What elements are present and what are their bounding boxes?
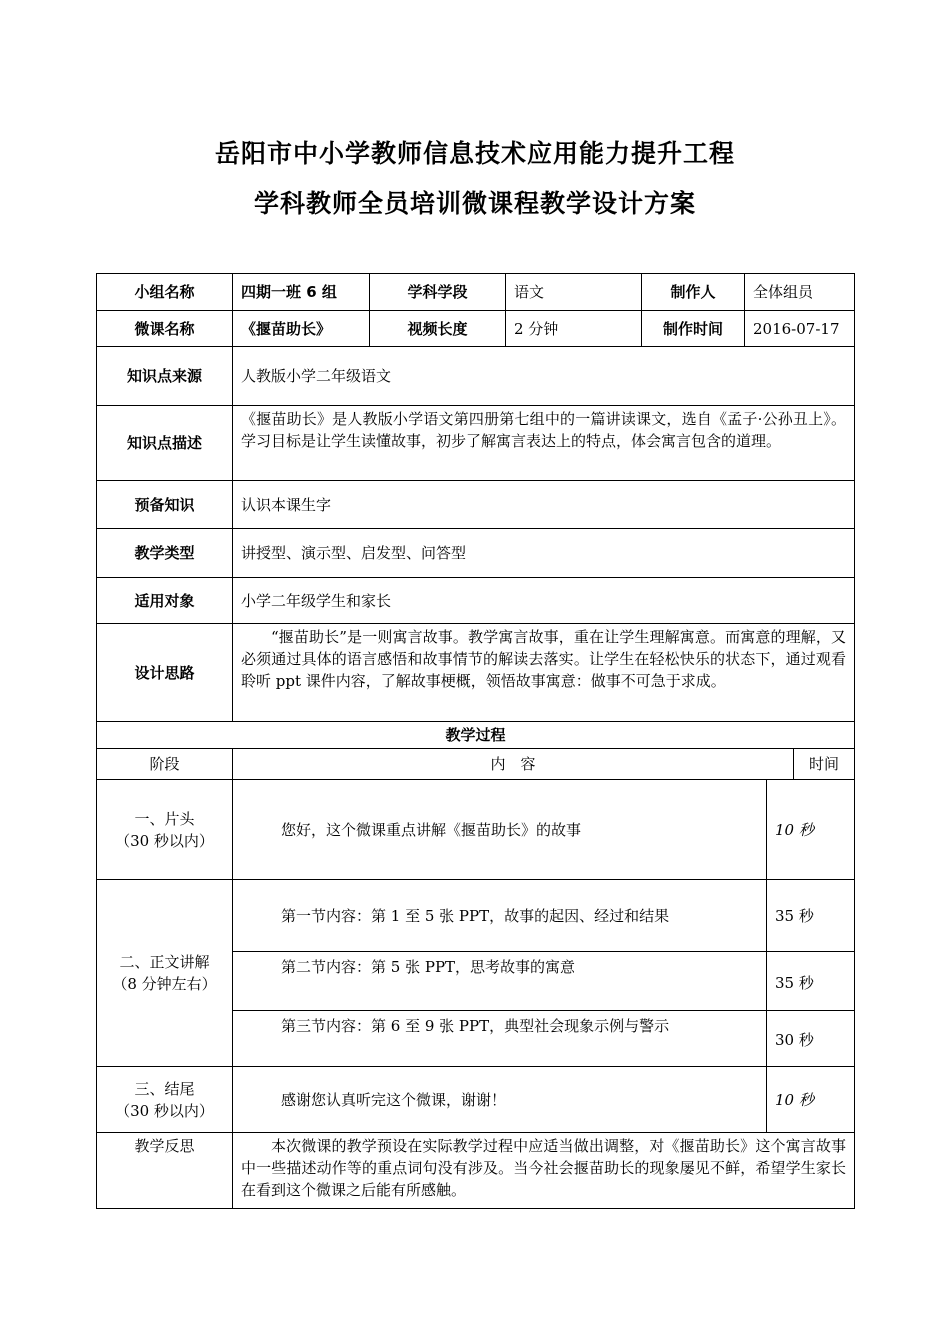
target-audience-label: 适用对象 [96,577,233,624]
description-value: 《揠苗助长》是人教版小学语文第四册第七组中的一篇讲读课文，选自《孟子·公孙丑上》。学习目标是让学生读懂故事，初步了解寓言表达上的特点，体会寓言包含的道理。 [232,405,855,481]
design-idea-label: 设计思路 [96,623,233,722]
reflection-label: 教学反思 [96,1132,233,1209]
make-date-value: 2016-07-17 [744,310,855,347]
design-idea-value: “揠苗助长”是一则寓言故事。教学寓言故事，重在让学生理解寓意。而寓意的理解，又必须通过具体的语言感悟和故事情节的解读去落实。让学生在轻松快乐的状态下，通过观看聆听 ppt 课件内容，了解故事梗概，领悟故事寓意：做事不可急于求成。 [232,623,855,722]
stage-column-header: 阶段 [96,748,233,780]
time-column-header: 时间 [793,748,855,780]
stage-1-name: 一、片头 [134,809,195,828]
video-length-label: 视频长度 [369,310,506,347]
stage-3-cell [96,1066,233,1133]
stage-2-section-3-time: 30 秒 [766,1010,855,1067]
course-name-value: 《揠苗助长》 [232,310,370,347]
make-date-label: 制作时间 [641,310,745,347]
stage-1-cell [96,779,233,880]
stage-3-name: 三、结尾 [134,1079,195,1098]
document-title-line-2: 学科教师全员培训微课程教学设计方案 [253,189,696,218]
group-name-label: 小组名称 [96,273,233,311]
stage-1-content: 您好，这个微课重点讲解《揠苗助长》的故事 [232,779,767,880]
stage-2-section-1-time: 35 秒 [766,879,855,952]
maker-label: 制作人 [641,273,745,311]
stage-2-duration: （8 分钟左右） [112,975,217,993]
group-name-value: 四期一班 6 组 [232,273,370,311]
stage-1-duration: （30 秒以内） [115,831,214,850]
reflection-value: 本次微课的教学预设在实际教学过程中应适当做出调整，对《揠苗助长》这个寓言故事中一些描述动作等的重点词句没有涉及。当今社会揠苗助长的现象屡见不鲜，希望学生家长在看到这个微课之后能有所感触。 [232,1132,855,1209]
stage-2-section-2-content: 第二节内容：第 5 张 PPT，思考故事的寓意 [232,951,767,1011]
subject-label: 学科学段 [369,273,506,311]
stage-2-section-3-content: 第三节内容：第 6 至 9 张 PPT，典型社会现象示例与警示 [232,1010,767,1067]
subject-value: 语文 [505,273,642,311]
teaching-type-label: 教学类型 [96,528,233,578]
stage-3-duration: （30 秒以内） [115,1101,214,1120]
stage-3-time: 10 秒 [766,1066,855,1133]
stage-2-section-1-content: 第一节内容：第 1 至 5 张 PPT，故事的起因、经过和结果 [232,879,767,952]
prior-knowledge-label: 预备知识 [96,480,233,529]
document-title-line-1: 岳阳市中小学教师信息技术应用能力提升工程 [214,139,735,168]
maker-value: 全体组员 [744,273,855,311]
video-length-value: 2 分钟 [505,310,642,347]
stage-2-section-2-time: 35 秒 [766,951,855,1011]
content-column-header: 内 容 [232,748,794,780]
stage-3-content: 感谢您认真听完这个微课，谢谢！ [232,1066,767,1133]
stage-2-name: 二、正文讲解 [119,953,210,971]
teaching-type-value: 讲授型、演示型、启发型、问答型 [232,528,855,578]
stage-1-time: 10 秒 [766,779,855,880]
teaching-process-header: 教学过程 [96,721,855,749]
stage-2-cell [96,879,233,1067]
target-audience-value: 小学二年级学生和家长 [232,577,855,624]
source-value: 人教版小学二年级语文 [232,346,855,406]
prior-knowledge-value: 认识本课生字 [232,480,855,529]
description-label: 知识点描述 [96,405,233,481]
source-label: 知识点来源 [96,346,233,406]
course-name-label: 微课名称 [96,310,233,347]
